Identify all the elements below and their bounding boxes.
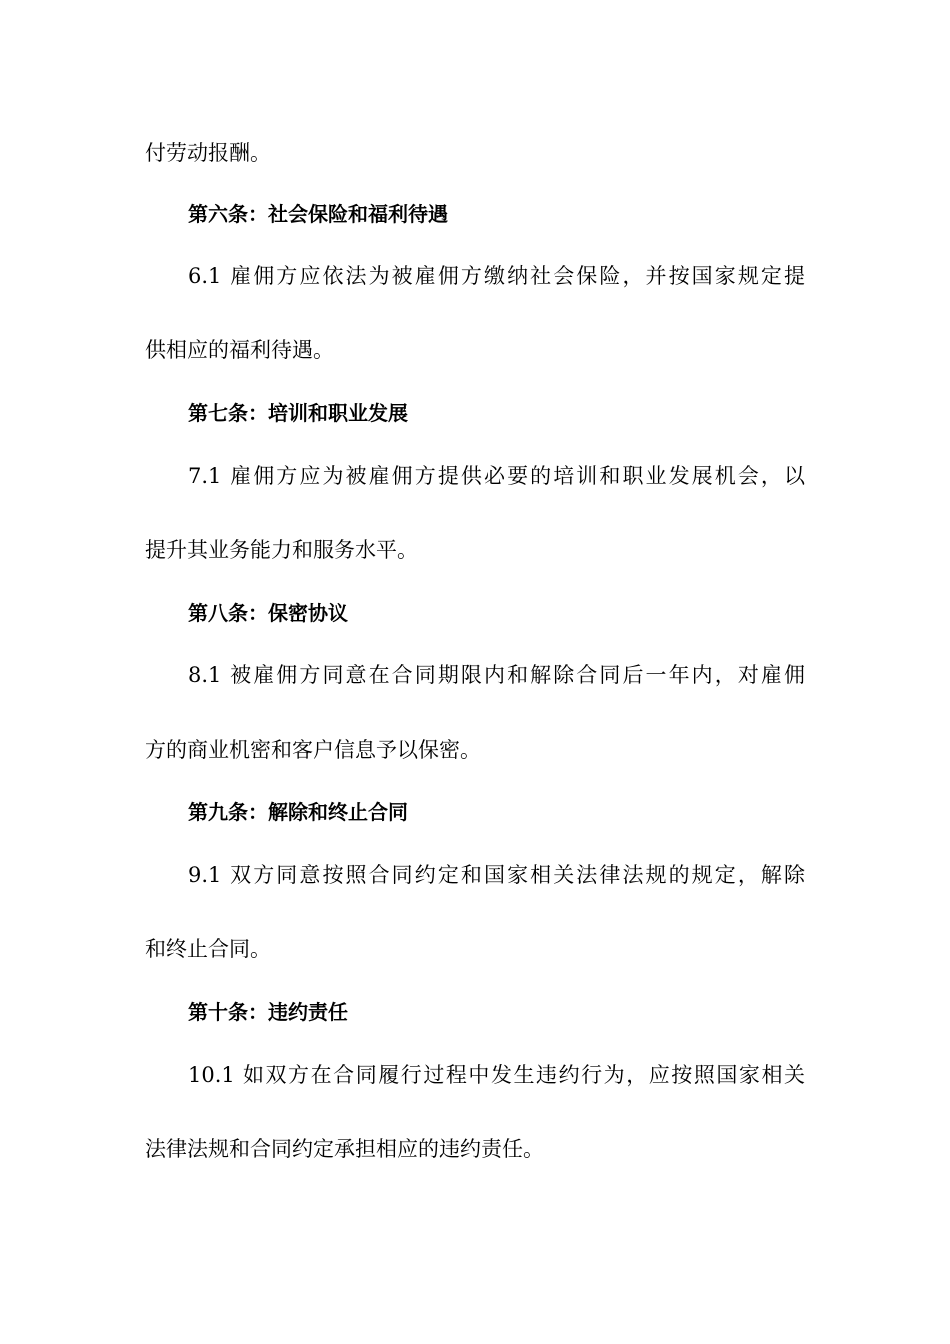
section-9-clause-line-2: 和终止合同。: [145, 937, 271, 961]
section-7-clause-line-2: 提升其业务能力和服务水平。: [145, 538, 418, 562]
section-heading-8: 第八条：保密协议: [188, 601, 348, 625]
section-heading-7: 第七条：培训和职业发展: [188, 401, 408, 425]
section-heading-9: 第九条：解除和终止合同: [188, 800, 408, 824]
section-10-clause-line-1: 10.1 如双方在合同履行过程中发生违约行为，应按照国家相关: [188, 1063, 805, 1087]
continuation-text: 付劳动报酬。: [145, 141, 271, 165]
section-heading-6: 第六条：社会保险和福利待遇: [188, 202, 448, 226]
section-7-clause-line-1: 7.1 雇佣方应为被雇佣方提供必要的培训和职业发展机会，以: [188, 464, 805, 488]
section-6-clause-line-1: 6.1 雇佣方应依法为被雇佣方缴纳社会保险，并按国家规定提: [188, 264, 805, 288]
section-8-clause-line-2: 方的商业机密和客户信息予以保密。: [145, 738, 481, 762]
section-10-clause-line-2: 法律法规和合同约定承担相应的违约责任。: [145, 1137, 544, 1161]
section-6-clause-line-2: 供相应的福利待遇。: [145, 338, 334, 362]
section-9-clause-line-1: 9.1 双方同意按照合同约定和国家相关法律法规的规定，解除: [188, 863, 805, 887]
section-8-clause-line-1: 8.1 被雇佣方同意在合同期限内和解除合同后一年内，对雇佣: [188, 663, 805, 687]
section-heading-10: 第十条：违约责任: [188, 1000, 348, 1024]
